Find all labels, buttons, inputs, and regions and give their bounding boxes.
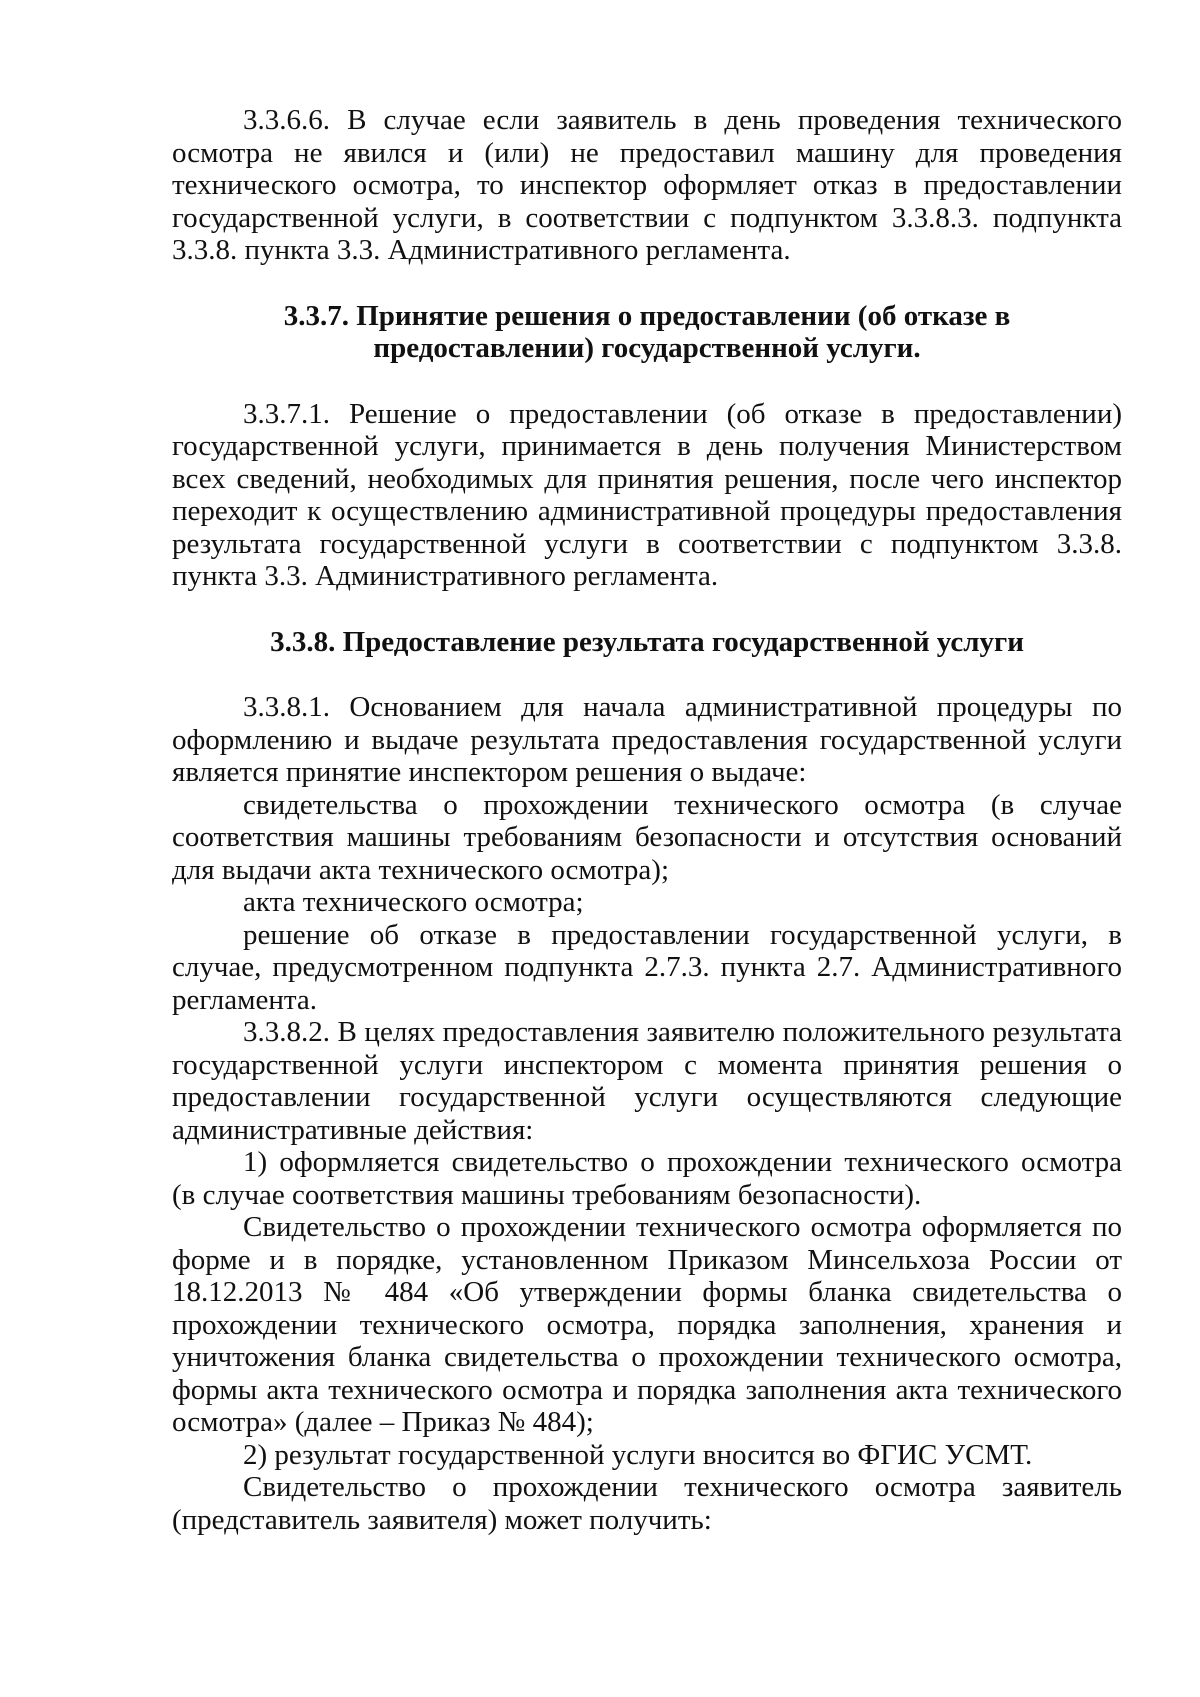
paragraph-reshenie: решение об отказе в предоставлении государственной услуги, в случае, предусмотренном подпункта 2.7.3. пункта 2.7. Административного регламента.: [172, 918, 1122, 1016]
paragraph-svidetelstvo: свидетельства о прохождении технического осмотра (в случае соответствия машины требованиям безопасности и отсутствия оснований для выдачи акта технического осмотра);: [172, 788, 1122, 886]
heading-3-3-8: 3.3.8. Предоставление результата государственной услуги: [270, 625, 1024, 658]
paragraph-item-2: 2) результат государственной услуги вносится во ФГИС УСМТ.: [243, 1438, 1033, 1471]
paragraph-svidetelstvo-forma: Свидетельство о прохождении технического осмотра оформляется по форме и в порядке, установленном Приказом Минсельхоза России от 18.12.2013 № 484 «Об утверждении формы бланка свидетельства о прохождении технического осмотра, порядка заполнения, хранения и уничтожения бланка свидетельства о прохождении технического осмотра, формы акта технического осмотра и порядка заполнения акта технического осмотра» (далее – Приказ № 484);: [172, 1211, 1122, 1438]
paragraph-svidetelstvo-poluchit: Свидетельство о прохождении технического осмотра заявитель (представитель заявителя) может получить:: [172, 1471, 1122, 1536]
paragraph-3-3-8-1: 3.3.8.1. Основанием для начала административной процедуры по оформлению и выдаче результата предоставления государственной услуги является принятие инспектором решения о выдаче:: [172, 691, 1122, 788]
paragraph-akt: акта технического осмотра;: [243, 886, 584, 918]
paragraph-item-1: 1) оформляется свидетельство о прохождении технического осмотра (в случае соответствия машины требованиям безопасности).: [172, 1146, 1122, 1211]
paragraph-3-3-6-6: 3.3.6.6. В случае если заявитель в день проведения технического осмотра не явился и (или) не предоставил машину для проведения технического осмотра, то инспектор оформляет отказ в предоставлении государственной услуги, в соответствии с подпунктом 3.3.8.3. подпункта 3.3.8. пункта 3.3. Административного регламента.: [172, 104, 1122, 266]
paragraph-3-3-7-1: 3.3.7.1. Решение о предоставлении (об отказе в предоставлении) государственной услуги, принимается в день получения Министерством всех сведений, необходимых для принятия решения, после чего инспектор переходит к осуществлению административной процедуры предоставления результата государственной услуги в соответствии с подпунктом 3.3.8. пункта 3.3. Административного регламента.: [172, 397, 1122, 592]
heading-3-3-7: 3.3.7. Принятие решения о предоставлении (об отказе в предоставлении) государственной услуги.: [283, 299, 1011, 364]
document-page: [172, 104, 1122, 1536]
paragraph-3-3-8-2: 3.3.8.2. В целях предоставления заявителю положительного результата государственной услуги инспектором с момента принятия решения о предоставлении государственной услуги осуществляются следующие административные действия:: [172, 1016, 1122, 1146]
